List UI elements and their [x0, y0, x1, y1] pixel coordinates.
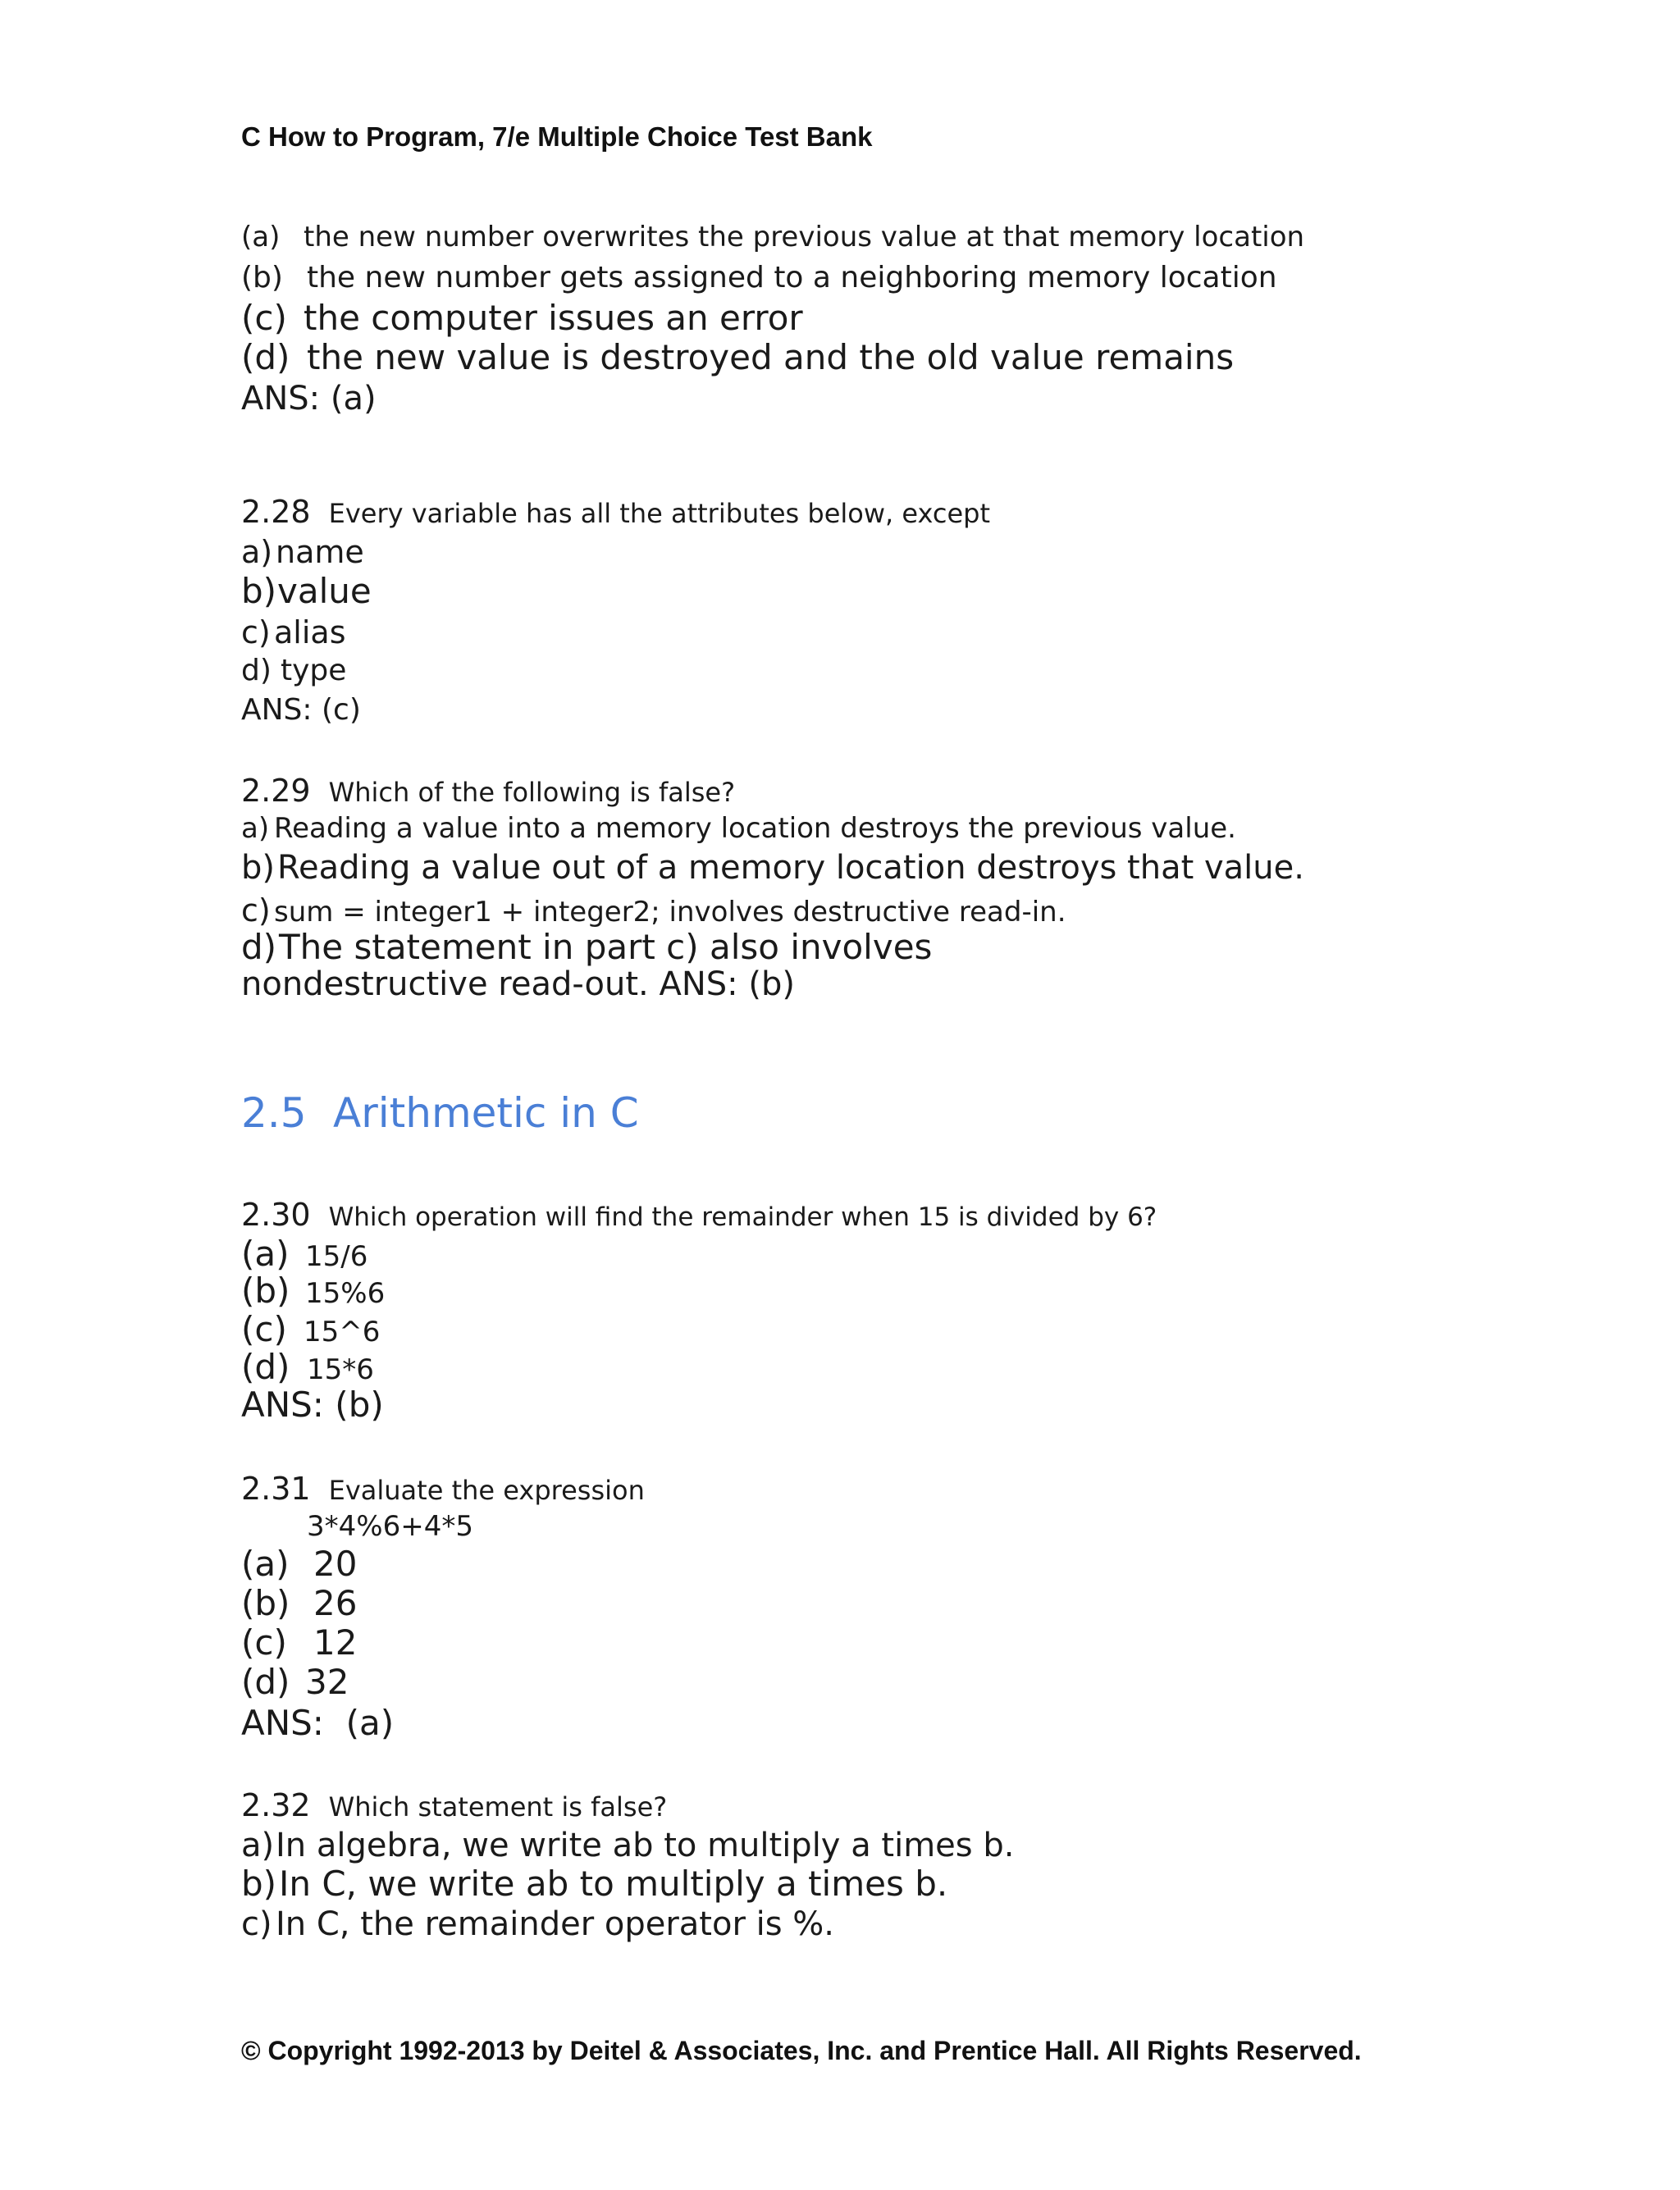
option-label: (d) [241, 1662, 290, 1702]
option-label: (a) [241, 1544, 290, 1584]
option-a [241, 223, 1304, 251]
option-text: In algebra, we write ab to multiply a times b. [276, 1827, 1015, 1864]
question-2-31 [241, 1471, 645, 1507]
question-text: Which statement is false? [328, 1791, 668, 1823]
option-text: In C, we write ab to multiply a times b. [279, 1864, 948, 1904]
option-c [241, 1309, 381, 1349]
option-text: value [277, 571, 372, 611]
option-d [241, 337, 1235, 377]
option-label: (a) [241, 1234, 290, 1274]
answer: ANS: (a) [241, 1703, 395, 1743]
answer: ANS: (c) [241, 693, 361, 727]
question-2-32 [241, 1787, 668, 1823]
question-text: Which operation will find the remainder when 15 is divided by 6? [328, 1202, 1157, 1232]
question-number: 2.30 [241, 1197, 311, 1233]
option-label: c) [241, 614, 271, 650]
option-b [241, 1271, 386, 1311]
option-a [241, 536, 364, 568]
option-label: (d) [241, 1347, 290, 1387]
option-b [241, 1583, 358, 1623]
option-label: (b) [241, 1271, 290, 1311]
option-text: sum = integer1 + integer2; involves destructive read-in. [274, 896, 1066, 928]
option-d [241, 1662, 349, 1702]
page-header: C How to Program, 7/e Multiple Choice Test Bank [241, 121, 873, 152]
question-text: Which of the following is false? [328, 777, 736, 808]
option-text: 12 [313, 1622, 358, 1663]
option-text: 20 [313, 1544, 358, 1584]
option-b [241, 263, 1277, 293]
option-label: c) [241, 892, 271, 928]
section-number: 2.5 [241, 1089, 307, 1137]
option-b [241, 849, 1304, 887]
option-text: Reading a value into a memory location destroys the previous value. [274, 812, 1236, 845]
question-number: 2.28 [241, 494, 311, 530]
option-text: 15/6 [305, 1240, 368, 1273]
option-a [241, 812, 1236, 845]
option-c [241, 1905, 834, 1943]
option-text: The statement in part c) also involves [279, 927, 933, 967]
option-d [241, 927, 933, 967]
option-label: d) [241, 927, 277, 967]
question-2-29 [241, 773, 736, 809]
option-text: 15*6 [307, 1353, 374, 1386]
option-c [241, 892, 1066, 928]
option-label: b) [241, 571, 277, 611]
option-a [241, 1829, 1014, 1862]
option-text: the computer issues an error [304, 298, 803, 338]
option-text: type [281, 654, 347, 687]
option-label: a) [241, 534, 273, 570]
question-number: 2.29 [241, 773, 311, 809]
option-b [241, 571, 372, 611]
option-text: the new value is destroyed and the old value remains [307, 337, 1235, 377]
option-c [241, 298, 803, 338]
option-text: 15%6 [305, 1277, 386, 1310]
option-label: (d) [241, 337, 290, 377]
option-text: the new number overwrites the previous value at that memory location [304, 221, 1305, 253]
answer: ANS: (a) [241, 380, 377, 417]
question-text: Every variable has all the attributes below, except [328, 498, 991, 529]
option-label: (b) [241, 1583, 290, 1623]
option-label: a) [241, 812, 270, 845]
section-heading [241, 1089, 639, 1137]
expression: 3*4%6+4*5 [307, 1510, 473, 1543]
question-number: 2.31 [241, 1471, 311, 1507]
question-2-30 [241, 1197, 1157, 1233]
option-label: b) [241, 1864, 277, 1904]
option-a [241, 1544, 358, 1584]
question-2-28 [241, 494, 991, 530]
option-text: name [276, 534, 364, 570]
option-c [241, 1622, 358, 1663]
option-label: (a) [241, 221, 281, 253]
option-text: alias [274, 614, 346, 650]
option-text: 15^6 [304, 1316, 381, 1348]
option-label: b) [241, 849, 275, 887]
option-label: (b) [241, 261, 283, 294]
option-label: (c) [241, 298, 287, 338]
option-d [241, 656, 346, 686]
option-text: 32 [305, 1662, 349, 1702]
question-number: 2.32 [241, 1787, 311, 1823]
answer: ANS: (b) [241, 1385, 384, 1425]
option-text: In C, the remainder operator is %. [276, 1905, 834, 1943]
option-a [241, 1234, 368, 1274]
section-title: Arithmetic in C [333, 1089, 639, 1137]
option-label: a) [241, 1827, 275, 1864]
option-label: c) [241, 1905, 272, 1943]
option-d [241, 1347, 374, 1387]
option-text: the new number gets assigned to a neighboring memory location [307, 261, 1277, 294]
option-label: d) [241, 654, 272, 687]
option-label: (c) [241, 1622, 287, 1663]
option-text: 26 [313, 1583, 358, 1623]
option-b [241, 1864, 948, 1904]
copyright-footer: © Copyright 1992-2013 by Deitel & Associates, Inc. and Prentice Hall. All Rights Reserved. [241, 2036, 1362, 2065]
option-c [241, 614, 346, 650]
question-continuation: nondestructive read-out. ANS: (b) [241, 965, 795, 1003]
option-text: Reading a value out of a memory location destroys that value. [277, 849, 1304, 887]
question-text: Evaluate the expression [328, 1475, 645, 1506]
option-label: (c) [241, 1309, 287, 1349]
